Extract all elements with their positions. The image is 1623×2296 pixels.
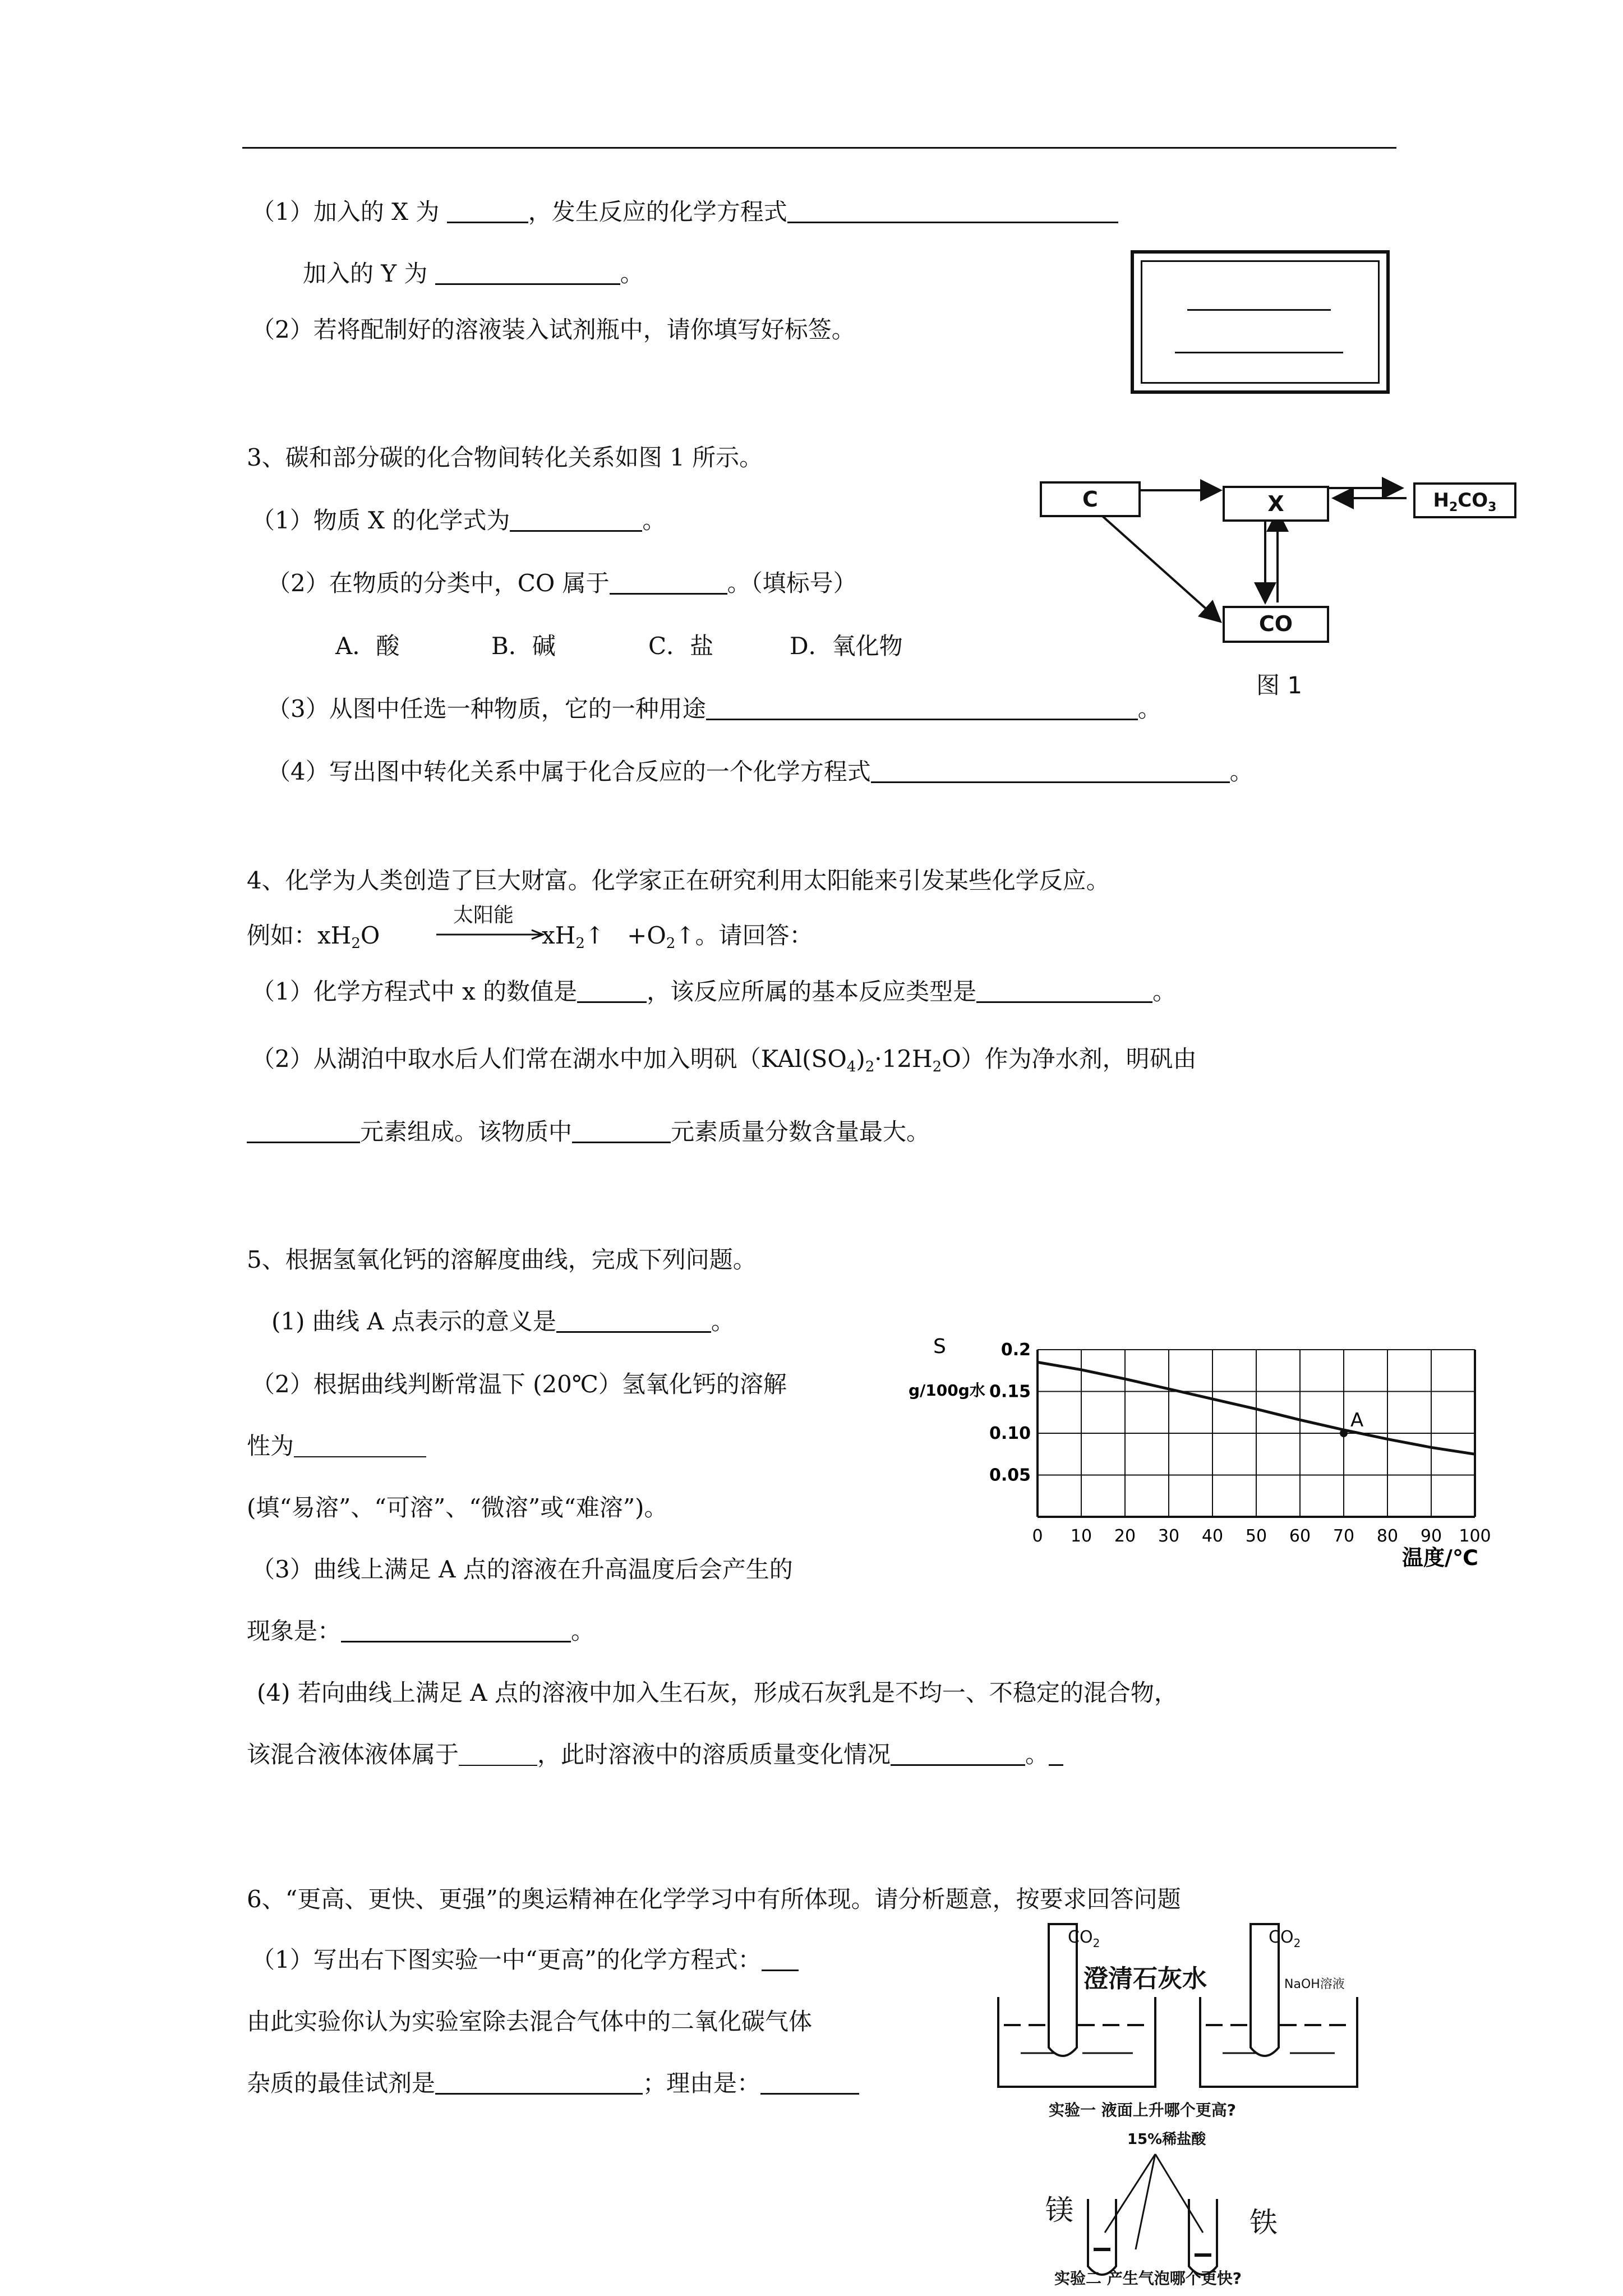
q3-p1b: 。 (642, 507, 666, 534)
eq-o: O (360, 922, 380, 949)
eq-sub: 2 (351, 935, 361, 952)
exp1-caption: 实验一 液面上升哪个更高? (1049, 2101, 1236, 2119)
q4-p3a: 元素组成。该物质中 (360, 1118, 573, 1145)
q3-title: 3、碳和部分碳的化合物间转化关系如图 1 所示。 (247, 444, 763, 471)
option-a[interactable]: A．酸 (335, 632, 400, 660)
q3-p4b: 。 (1229, 758, 1253, 785)
q2-line2 (303, 258, 644, 289)
q3-p3b: 。 (1137, 695, 1161, 723)
q6-part1 (251, 1944, 799, 1976)
answer-blank[interactable] (435, 260, 620, 285)
q6-part3 (247, 2068, 859, 2099)
q2-line3: （2）若将配制好的溶液装入试剂瓶中，请你填写好标签。 (251, 316, 855, 343)
node-x: X (1223, 486, 1329, 522)
co2-left-text: CO (1068, 1927, 1093, 1947)
answer-blank[interactable] (247, 1118, 360, 1143)
q5-part4b (247, 1739, 1063, 1770)
q6-title: 6、“更高、更快、更强”的奥运精神在化学学习中有所体现。请分析题意，按要求回答问题 (247, 1885, 1181, 1913)
sub: 4 (846, 1059, 856, 1075)
hcl-label: 15%稀盐酸 (1127, 2131, 1206, 2148)
eq-sub: 2 (666, 935, 676, 952)
q3-options (335, 631, 903, 662)
q5-p1b: 。 (711, 1308, 735, 1335)
q3-p3a: （3）从图中任选一种物质，它的一种用途 (267, 695, 706, 723)
chart-xlabel: 温度/℃ (1402, 1545, 1478, 1570)
point-a-marker (1340, 1429, 1348, 1437)
q4-p3b: 元素质量分数含量最大。 (671, 1118, 930, 1145)
q5-p2b: 性为 (247, 1432, 294, 1460)
q6-p1: （1）写出右下图实验一中“更高”的化学方程式： (251, 1946, 762, 1973)
q6-p3a: 杂质的最佳试剂是 (247, 2069, 436, 2097)
node-h2co3 (1413, 482, 1516, 518)
q5-p4c: ，此时溶液中的溶质质量变化情况 (537, 1741, 891, 1768)
lime-water-label: 澄清石灰水 (1083, 1964, 1207, 1993)
chart-ylabel: S (933, 1335, 946, 1358)
q6-p3b: ；理由是： (643, 2069, 761, 2097)
q3-p2b: 。（填标号） (727, 569, 857, 597)
y-tick-label: 0.05 (989, 1465, 1031, 1485)
q2-l2a: 加入的 Y 为 (303, 260, 428, 287)
label-line (1187, 309, 1331, 311)
answer-blank[interactable] (556, 1308, 711, 1333)
q3-part4 (267, 756, 1253, 788)
q5-part2a: （2）根据曲线判断常温下 (20℃）氢氧化钙的溶解 (251, 1370, 787, 1398)
q5-p3c: 。 (571, 1617, 595, 1645)
q5-p4b: 该混合液体液体属于 (247, 1741, 459, 1768)
q5-p3b: 现象是： (247, 1617, 342, 1645)
answer-blank[interactable] (762, 1946, 799, 1971)
q5-p1a: (1) 曲线 A 点表示的意义是 (271, 1308, 556, 1335)
option-b[interactable]: B．碱 (491, 632, 556, 660)
q4-p2c: ·12H (874, 1045, 933, 1073)
co2-right (1269, 1922, 1301, 1959)
q4-p1c: 。 (1152, 978, 1177, 1005)
sub: 2 (865, 1059, 875, 1075)
y-tick-label: 0.10 (989, 1424, 1031, 1443)
option-d[interactable]: D．氧化物 (790, 632, 903, 660)
answer-blank[interactable] (294, 1433, 426, 1457)
q2-l2b: 。 (620, 260, 644, 287)
q5-part2b (247, 1430, 426, 1462)
label-line (1175, 352, 1343, 353)
x-tick-label: 60 (1289, 1526, 1311, 1546)
co2-right-text: CO (1269, 1927, 1294, 1947)
solubility-chart (909, 1329, 1492, 1593)
naoh-label: NaOH溶液 (1284, 1977, 1345, 1991)
eq-up: ↑ (584, 922, 605, 949)
answer-blank[interactable] (976, 978, 1152, 1003)
y-tick-label: 0.2 (1000, 1340, 1031, 1360)
q5-part3a: （3）曲线上满足 A 点的溶液在升高温度后会产生的 (251, 1556, 793, 1583)
q4-part3 (247, 1116, 930, 1148)
q5-part3b (247, 1616, 594, 1647)
answer-blank[interactable] (447, 198, 528, 223)
eq-xh2: xH (542, 922, 576, 949)
y-tick-label: 0.15 (989, 1382, 1031, 1402)
node-c: C (1040, 481, 1141, 517)
q5-title: 5、根据氢氧化钙的溶解度曲线，完成下列问题。 (247, 1246, 757, 1273)
sub: 2 (932, 1059, 942, 1075)
point-a-label: A (1350, 1409, 1364, 1432)
co2-right-sub: 2 (1293, 1936, 1301, 1950)
q4-p1b: ，该反应所属的基本反应类型是 (647, 978, 977, 1005)
co2-left-sub: 2 (1092, 1936, 1100, 1950)
x-tick-label: 10 (1070, 1526, 1092, 1546)
answer-blank[interactable] (459, 1741, 537, 1766)
answer-blank[interactable] (510, 507, 642, 532)
answer-blank[interactable] (572, 1118, 671, 1143)
q5-part1 (271, 1306, 735, 1337)
q3-p1a: （1）物质 X 的化学式为 (251, 507, 510, 534)
arrow-label: 太阳能 (453, 904, 514, 927)
q4-p2b: ) (856, 1045, 865, 1073)
x-tick-label: 40 (1201, 1526, 1224, 1546)
q3-p2a: （2）在物质的分类中，CO 属于 (267, 569, 610, 597)
eq-o2: +O (627, 922, 666, 949)
figure1-caption: 图 1 (1256, 671, 1303, 699)
label-inner-border (1141, 260, 1380, 384)
q3-part1 (251, 505, 666, 536)
node-h2co3-co: CO (1458, 489, 1488, 512)
x-tick-label: 80 (1376, 1526, 1399, 1546)
q4-equation (247, 920, 380, 959)
q4-title: 4、化学为人类创造了巨大财富。化学家正在研究利用太阳能来引发某些化学反应。 (247, 867, 1110, 894)
x-tick-label: 0 (1032, 1526, 1043, 1546)
q4-p1a: （1）化学方程式中 x 的数值是 (251, 978, 578, 1005)
header-rule (242, 147, 1396, 149)
x-tick-label: 20 (1114, 1526, 1136, 1546)
chart-yunit: g/100g水 (909, 1381, 985, 1400)
answer-blank[interactable] (577, 978, 647, 1003)
answer-blank[interactable] (341, 1617, 571, 1642)
exp2-caption: 实验二 产生气泡哪个更快? (1054, 2269, 1242, 2288)
answer-blank[interactable] (435, 2069, 643, 2095)
node-co: CO (1223, 606, 1329, 643)
q4-p2d: O）作为净水剂，明矾由 (942, 1045, 1197, 1073)
x-tick-label: 70 (1332, 1526, 1355, 1546)
q2-l1b: ，发生反应的化学方程式 (528, 198, 787, 226)
q3-p4a: （4）写出图中转化关系中属于化合反应的一个化学方程式 (267, 758, 871, 785)
q3-part3 (267, 693, 1161, 725)
q4-p2a: （2）从湖泊中取水后人们常在湖水中加入明矾（KAl(SO (251, 1045, 847, 1073)
x-tick-label: 100 (1459, 1526, 1491, 1546)
q2-line1 (251, 196, 1118, 228)
answer-blank[interactable] (610, 569, 727, 595)
q4-part1 (251, 976, 1176, 1007)
x-tick-label: 50 (1245, 1526, 1267, 1546)
q2-l1a: （1）加入的 X 为 (251, 198, 440, 226)
arrow-c-to-co (1094, 508, 1220, 622)
co2-left (1068, 1922, 1100, 1959)
reagent-label[interactable] (1131, 250, 1390, 394)
eq-sub: 2 (575, 935, 585, 952)
node-h2co3-h: H (1433, 489, 1449, 512)
fe-label: 铁 (1249, 2206, 1278, 2239)
answer-blank[interactable] (787, 198, 1118, 223)
eq-end: ↑。请回答： (675, 922, 813, 949)
q5-p4d: 。 (1025, 1741, 1049, 1768)
answer-blank[interactable] (891, 1741, 1025, 1766)
mg-label: 镁 (1045, 2194, 1073, 2226)
q4-part2 (251, 1043, 1197, 1083)
answer-blank[interactable] (760, 2069, 859, 2095)
answer-blank[interactable] (871, 758, 1230, 783)
q5-part2c: (填“易溶”、“可溶”、“微溶”或“难溶”)。 (247, 1494, 668, 1521)
answer-blank (1049, 1741, 1063, 1766)
q5-part4a: (4) 若向曲线上满足 A 点的溶液中加入生石灰，形成石灰乳是不均一、不稳定的混合物， (257, 1679, 1178, 1706)
q4-equation-rhs (542, 920, 813, 959)
option-c[interactable]: C．盐 (648, 632, 714, 660)
q6-part2: 由此实验你认为实验室除去混合气体中的二氧化碳气体 (247, 2008, 813, 2035)
x-tick-label: 30 (1158, 1526, 1180, 1546)
eq-xh: 例如：xH (247, 922, 352, 949)
q3-part2 (267, 568, 857, 599)
node-h2co3-sub1: 2 (1449, 500, 1458, 514)
x-tick-label: 90 (1420, 1526, 1442, 1546)
node-h2co3-sub2: 3 (1488, 500, 1497, 514)
